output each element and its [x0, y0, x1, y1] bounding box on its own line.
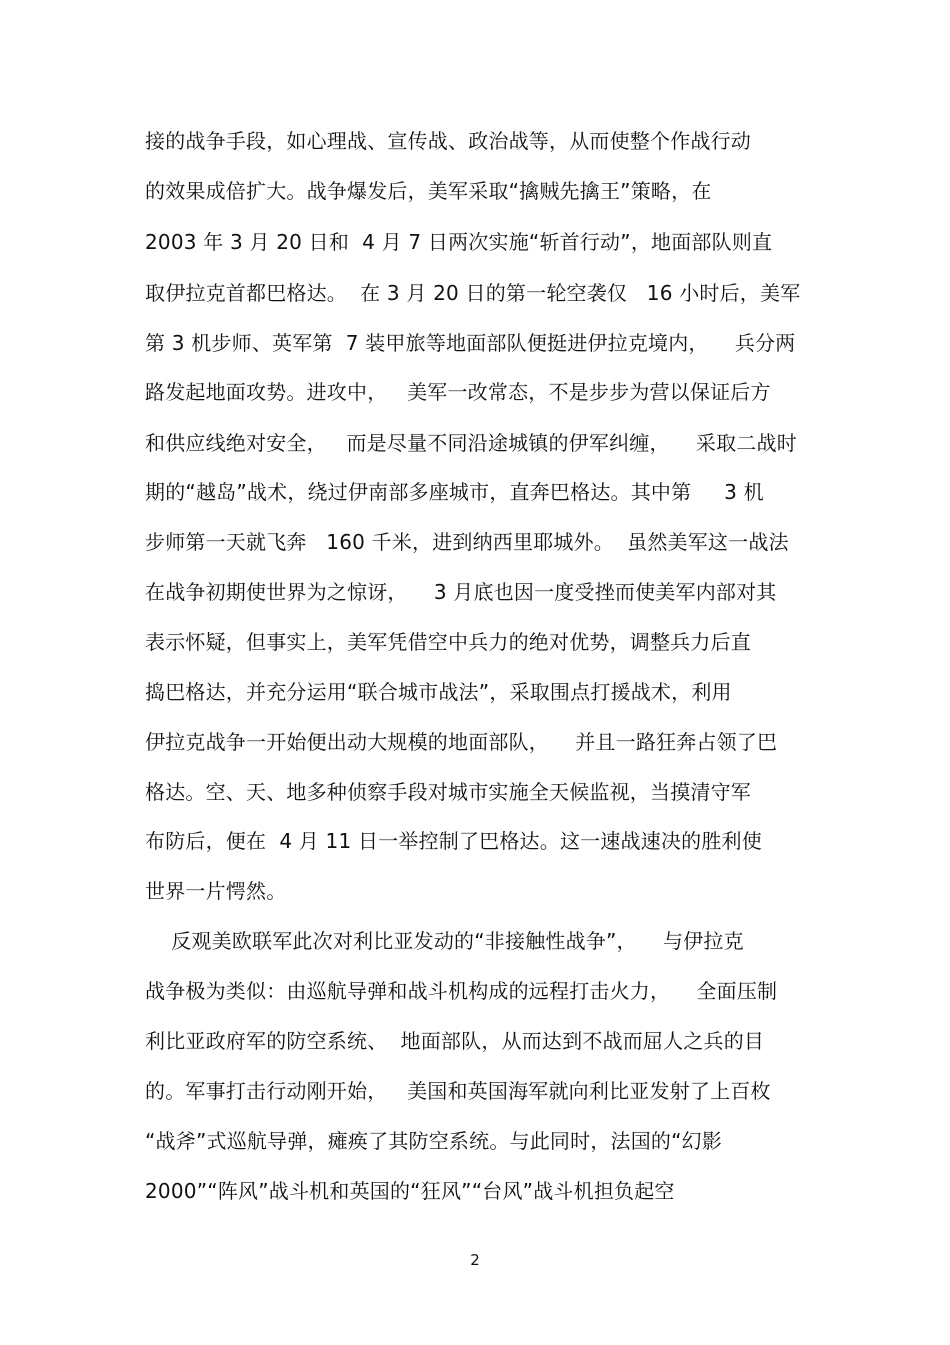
text-line: 格达。空、天、地多种侦察手段对城市实施全天候监视，当摸清守军: [145, 780, 751, 804]
text-line: 捣巴格达，并充分运用“联合城市战法”，采取围点打援战术，利用: [145, 680, 732, 704]
text-line: 期的“越岛”战术，绕过伊南部多座城市，直奔巴格达。其中第 3 机: [145, 480, 764, 504]
text-line: 布防后，便在 4 月 11 日一举控制了巴格达。这一速战速决的胜利使: [145, 829, 762, 853]
text-line: 取伊拉克首都巴格达。 在 3 月 20 日的第一轮空袭仅 16 小时后，美军: [145, 281, 801, 305]
text-line: 在战争初期使世界为之惊讶， 3 月底也因一度受挫而使美军内部对其: [145, 580, 777, 604]
text-line: 利比亚政府军的防空系统、 地面部队，从而达到不战而屈人之兵的目: [145, 1029, 765, 1053]
text-line: “战斧”式巡航导弹，瘫痪了其防空系统。与此同时，法国的“幻影: [145, 1129, 723, 1153]
text-line: 第 3 机步师、英军第 7 装甲旅等地面部队便挺进伊拉克境内， 兵分两: [145, 331, 796, 355]
text-line: 的。军事打击行动刚开始， 美国和英国海军就向利比亚发射了上百枚: [145, 1079, 771, 1103]
text-line: 2003 年 3 月 20 日和 4 月 7 日两次实施“斩首行动”，地面部队则直: [145, 230, 773, 254]
text-line: 反观美欧联军此次对利比亚发动的“非接触性战争”， 与伊拉克: [145, 929, 744, 953]
text-line: 表示怀疑，但事实上，美军凭借空中兵力的绝对优势，调整兵力后直: [145, 630, 751, 654]
text-line: 2000”“阵风”战斗机和英国的“狂风”“台风”战斗机担负起空: [145, 1179, 675, 1203]
text-line: 和供应线绝对安全， 而是尽量不同沿途城镇的伊军纠缠， 采取二战时: [145, 431, 797, 455]
page-number: 2: [470, 1251, 480, 1269]
text-line: 路发起地面攻势。进攻中， 美军一改常态，不是步步为营以保证后方: [145, 380, 771, 404]
text-line: 接的战争手段，如心理战、宣传战、政治战等，从而使整个作战行动: [145, 129, 751, 153]
text-line: 步师第一天就飞奔 160 千米，进到纳西里耶城外。 虽然美军这一战法: [145, 530, 789, 554]
text-line: 战争极为类似：由巡航导弹和战斗机构成的远程打击火力， 全面压制: [145, 979, 778, 1003]
text-line: 伊拉克战争一开始便出动大规模的地面部队， 并且一路狂奔占领了巴: [145, 730, 778, 754]
text-line: 的效果成倍扩大。战争爆发后，美军采取“擒贼先擒王”策略，在: [145, 179, 712, 203]
text-line: 世界一片愕然。: [145, 879, 287, 903]
